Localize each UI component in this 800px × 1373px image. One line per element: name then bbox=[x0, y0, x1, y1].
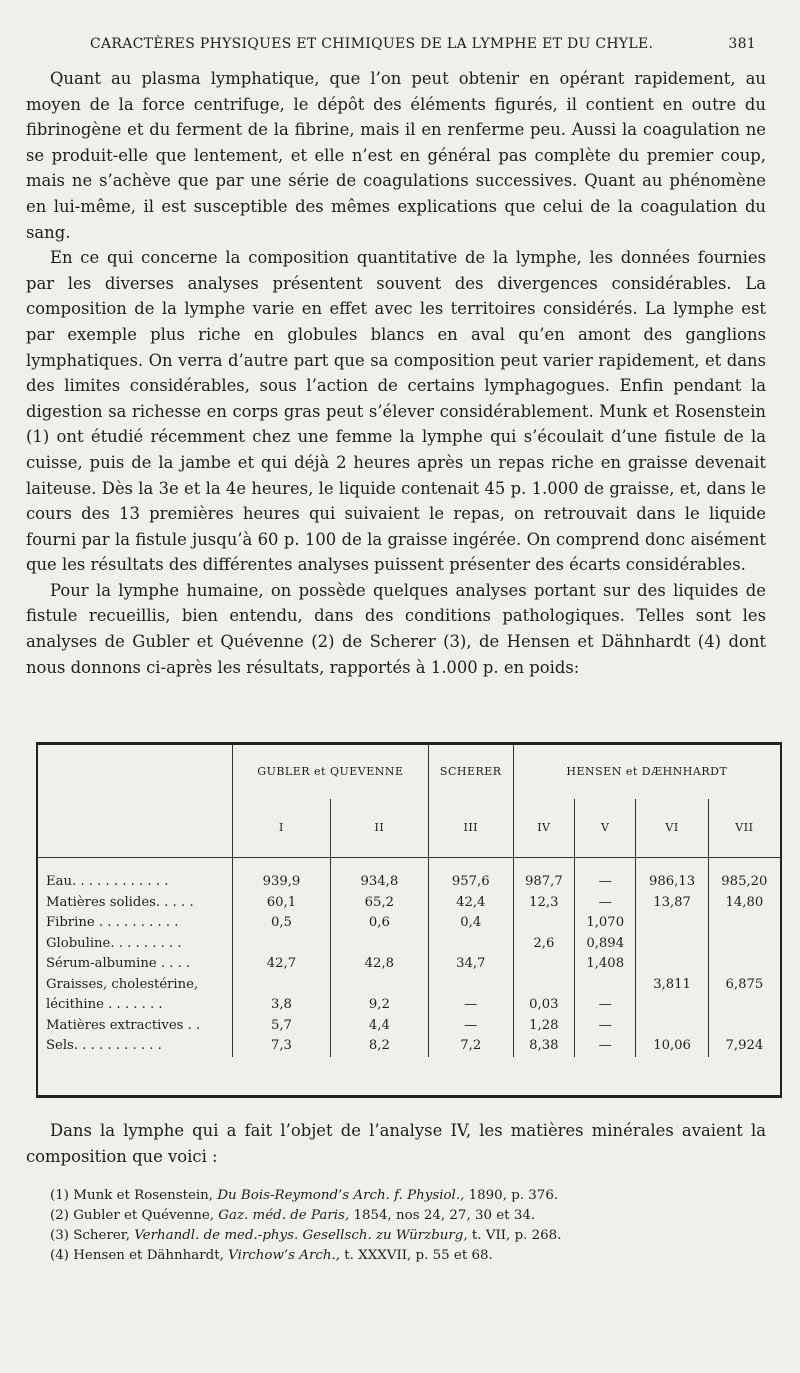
table-cell: 3,8 bbox=[233, 995, 331, 1016]
table-row bbox=[38, 934, 780, 955]
table-cell bbox=[513, 975, 574, 996]
table-cell bbox=[513, 913, 574, 934]
table-cell: — bbox=[575, 858, 636, 893]
table-cell: 2,6 bbox=[513, 934, 574, 955]
row-label: lécithine . . . . . . . bbox=[46, 997, 163, 1012]
paragraph-composition: En ce qui concerne la composition quantitative de la lymphe, les données fournies par les diverses analyses présentent souvent des divergences considérables. La composition de la lymphe varie en effet avec les territoires considérés. La lymphe est par exemple plus riche en globules blancs en aval qu’en amont des ganglions lymphatiques. On verra d’autre part que sa composition peut varier rapidement, et dans des limites considérables, sous l’action de certains lymphagogues. Enfin pendant la digestion sa richesse en corps gras peut s’élever considérablement. Munk et Rosenstein (1) ont étudié récemment chez une femme la lymphe qui s’écoulait d’une fistule de la cuisse, puis de la jambe et qui déjà 2 heures après un repas riche en graisse devenait laiteuse. Dès la 3e et la 4e heures, le liquide contenait 45 p. 1.000 de graisse, et, dans le cours des 13 premières heures qui suivaient le repas, on retrouvait dans le liquide fourni par la fistule jusqu’à 60 p. 100 de la graisse ingérée. On comprend donc aisément que les résultats des différentes analyses puissent présenter des écarts considérables. bbox=[26, 248, 766, 575]
row-label: Globuline. . . . . . . . . bbox=[46, 935, 182, 951]
table-cell: 985,20 bbox=[708, 858, 780, 893]
footnote-rest: 1854, nos 24, 27, 30 et 34. bbox=[353, 1208, 536, 1223]
table-row bbox=[38, 1016, 780, 1037]
col-ii: II bbox=[330, 799, 428, 858]
col-v: V bbox=[575, 799, 636, 858]
table-cell: 42,4 bbox=[428, 893, 513, 914]
table-body bbox=[38, 858, 780, 1057]
table-cell bbox=[330, 975, 428, 996]
paragraph-minerals: Dans la lymphe qui a fait l’objet de l’analyse IV, les matières minérales avaient la composition que voici : bbox=[26, 1121, 766, 1166]
table-cell: 9,2 bbox=[330, 995, 428, 1016]
table-cell: 14,80 bbox=[708, 893, 780, 914]
table-cell: 8,2 bbox=[330, 1036, 428, 1057]
footnote-number: (3) bbox=[50, 1228, 69, 1243]
table-corner bbox=[38, 745, 233, 799]
table-row bbox=[38, 1036, 780, 1057]
table-cell: 13,87 bbox=[636, 893, 708, 914]
footnote-number: (4) bbox=[50, 1248, 69, 1263]
table-cell: 939,9 bbox=[233, 858, 331, 893]
table-cell: — bbox=[575, 1036, 636, 1057]
table-cell: 0,894 bbox=[575, 934, 636, 955]
table-cell: 4,4 bbox=[330, 1016, 428, 1037]
table-cell: 8,38 bbox=[513, 1036, 574, 1057]
table-cell: 934,8 bbox=[330, 858, 428, 893]
body-text bbox=[26, 66, 766, 680]
table-cell bbox=[708, 1016, 780, 1037]
footnote-source: Gaz. méd. de Paris, bbox=[218, 1208, 350, 1223]
footnotes bbox=[50, 1186, 750, 1266]
running-head-title: CARACTÈRES PHYSIQUES ET CHIMIQUES DE LA LYMPHE ET DU CHYLE. bbox=[90, 36, 654, 52]
group-hensen-daehnhardt: HENSEN et DÆHNHARDT bbox=[513, 745, 780, 799]
table-cell: — bbox=[575, 1016, 636, 1037]
table-cell bbox=[636, 995, 708, 1016]
table-cell bbox=[708, 913, 780, 934]
paragraph-human-lymph: Pour la lymphe humaine, on possède quelques analyses portant sur des liquides de fistule recueillis, bien entendu, dans des conditions pathologiques. Telles sont les analyses de Gubler et Quévenne (2) de Scherer (3), de Hensen et Dähnhardt (4) dont nous donnons ci-après les résultats, rapportés à 1.000 p. en poids: bbox=[26, 580, 766, 677]
table-cell: 1,070 bbox=[575, 913, 636, 934]
table-cell: 6,875 bbox=[708, 975, 780, 996]
table-group-header bbox=[38, 745, 780, 799]
table-cell: 1,408 bbox=[575, 954, 636, 975]
table-cell: 987,7 bbox=[513, 858, 574, 893]
table-cell: 7,3 bbox=[233, 1036, 331, 1057]
group-gubler-quevenne: GUBLER et QUEVENNE bbox=[233, 745, 429, 799]
footnote-authors: Hensen et Dähnhardt, bbox=[73, 1248, 224, 1263]
after-table-text bbox=[26, 1118, 766, 1169]
table-cell: 34,7 bbox=[428, 954, 513, 975]
footnote bbox=[50, 1226, 750, 1246]
col-vi: VI bbox=[636, 799, 708, 858]
table-cell: 42,7 bbox=[233, 954, 331, 975]
table-cell: 5,7 bbox=[233, 1016, 331, 1037]
table-cell: 12,3 bbox=[513, 893, 574, 914]
table-cell: 7,2 bbox=[428, 1036, 513, 1057]
col-i: I bbox=[233, 799, 331, 858]
table-cell: — bbox=[428, 1016, 513, 1037]
col-iv: IV bbox=[513, 799, 574, 858]
page-number: 381 bbox=[728, 36, 756, 52]
table-cell bbox=[636, 954, 708, 975]
footnote-authors: Scherer, bbox=[73, 1228, 130, 1243]
table-row bbox=[38, 913, 780, 934]
table-row bbox=[38, 893, 780, 914]
lymph-analysis-table bbox=[38, 745, 780, 1057]
row-label: Sels. . . . . . . . . . . bbox=[46, 1038, 162, 1053]
table-row bbox=[38, 975, 780, 996]
table-cell: 3,811 bbox=[636, 975, 708, 996]
table-cell bbox=[233, 934, 331, 955]
table-row bbox=[38, 995, 780, 1016]
table-cell bbox=[233, 975, 331, 996]
table-cell bbox=[513, 954, 574, 975]
footnote-source: Verhandl. de med.-phys. Gesellsch. zu Würzburg, bbox=[134, 1228, 468, 1243]
table-corner-2 bbox=[38, 799, 233, 858]
table-cell: 1,28 bbox=[513, 1016, 574, 1037]
footnote-number: (1) bbox=[50, 1188, 69, 1203]
table-cell bbox=[708, 934, 780, 955]
row-label: Eau. . . . . . . . . . . . bbox=[46, 874, 169, 889]
table-cell bbox=[636, 913, 708, 934]
table-row bbox=[38, 954, 780, 975]
analysis-table-frame bbox=[36, 742, 782, 1098]
footnote-source: Virchow’s Arch., bbox=[228, 1248, 341, 1263]
table-cell bbox=[428, 934, 513, 955]
table-cell bbox=[330, 934, 428, 955]
footnote bbox=[50, 1186, 750, 1206]
table-cell: 957,6 bbox=[428, 858, 513, 893]
col-vii: VII bbox=[708, 799, 780, 858]
table-cell: 0,4 bbox=[428, 913, 513, 934]
footnote bbox=[50, 1206, 750, 1226]
footnote-authors: Gubler et Quévenne, bbox=[73, 1208, 214, 1223]
footnote-rest: t. VII, p. 268. bbox=[471, 1228, 562, 1243]
table-cell: — bbox=[428, 995, 513, 1016]
footnote bbox=[50, 1246, 750, 1266]
table-cell bbox=[708, 954, 780, 975]
row-label: Matières solides. . . . . bbox=[46, 894, 194, 910]
footnote-authors: Munk et Rosenstein, bbox=[73, 1188, 214, 1203]
table-cell: — bbox=[575, 893, 636, 914]
row-label: Graisses, cholestérine, bbox=[46, 976, 199, 992]
row-label: Matières extractives . . bbox=[46, 1017, 201, 1033]
table-cell: 7,924 bbox=[708, 1036, 780, 1057]
row-label: Fibrine . . . . . . . . . . bbox=[46, 915, 179, 930]
row-label: Sérum-albumine . . . . bbox=[46, 956, 191, 971]
col-iii: III bbox=[428, 799, 513, 858]
table-column-header bbox=[38, 799, 780, 858]
table-cell: 0,5 bbox=[233, 913, 331, 934]
table-cell: 65,2 bbox=[330, 893, 428, 914]
table-cell bbox=[428, 975, 513, 996]
footnote-rest: t. XXXVII, p. 55 et 68. bbox=[344, 1248, 493, 1263]
table-cell: 42,8 bbox=[330, 954, 428, 975]
table-cell bbox=[636, 1016, 708, 1037]
table-cell: 0,6 bbox=[330, 913, 428, 934]
footnote-number: (2) bbox=[50, 1208, 69, 1223]
table-cell: 0,03 bbox=[513, 995, 574, 1016]
table-cell bbox=[708, 995, 780, 1016]
paragraph-plasma: Quant au plasma lymphatique, que l’on peut obtenir en opérant rapidement, au moyen de la force centrifuge, le dépôt des éléments figurés, il contient en outre du fibrinogène et du ferment de la fibrine, mais il en renferme peu. Aussi la coagulation ne se produit-elle que lentement, et elle n’est en général pas complète du premier coup, mais ne s’achève que par une série de coagulations successives. Quant au phénomène en lui-même, il est susceptible des mêmes explications que celui de la coagulation du sang. bbox=[26, 69, 766, 242]
footnote-rest: 1890, p. 376. bbox=[468, 1188, 559, 1203]
table-cell: 60,1 bbox=[233, 893, 331, 914]
table-cell bbox=[636, 934, 708, 955]
table-cell: 986,13 bbox=[636, 858, 708, 893]
table-cell bbox=[575, 975, 636, 996]
table-row bbox=[38, 858, 780, 893]
table-cell: 10,06 bbox=[636, 1036, 708, 1057]
table-cell: — bbox=[575, 995, 636, 1016]
group-scherer: SCHERER bbox=[428, 745, 513, 799]
footnote-source: Du Bois-Reymond’s Arch. f. Physiol., bbox=[217, 1188, 465, 1203]
